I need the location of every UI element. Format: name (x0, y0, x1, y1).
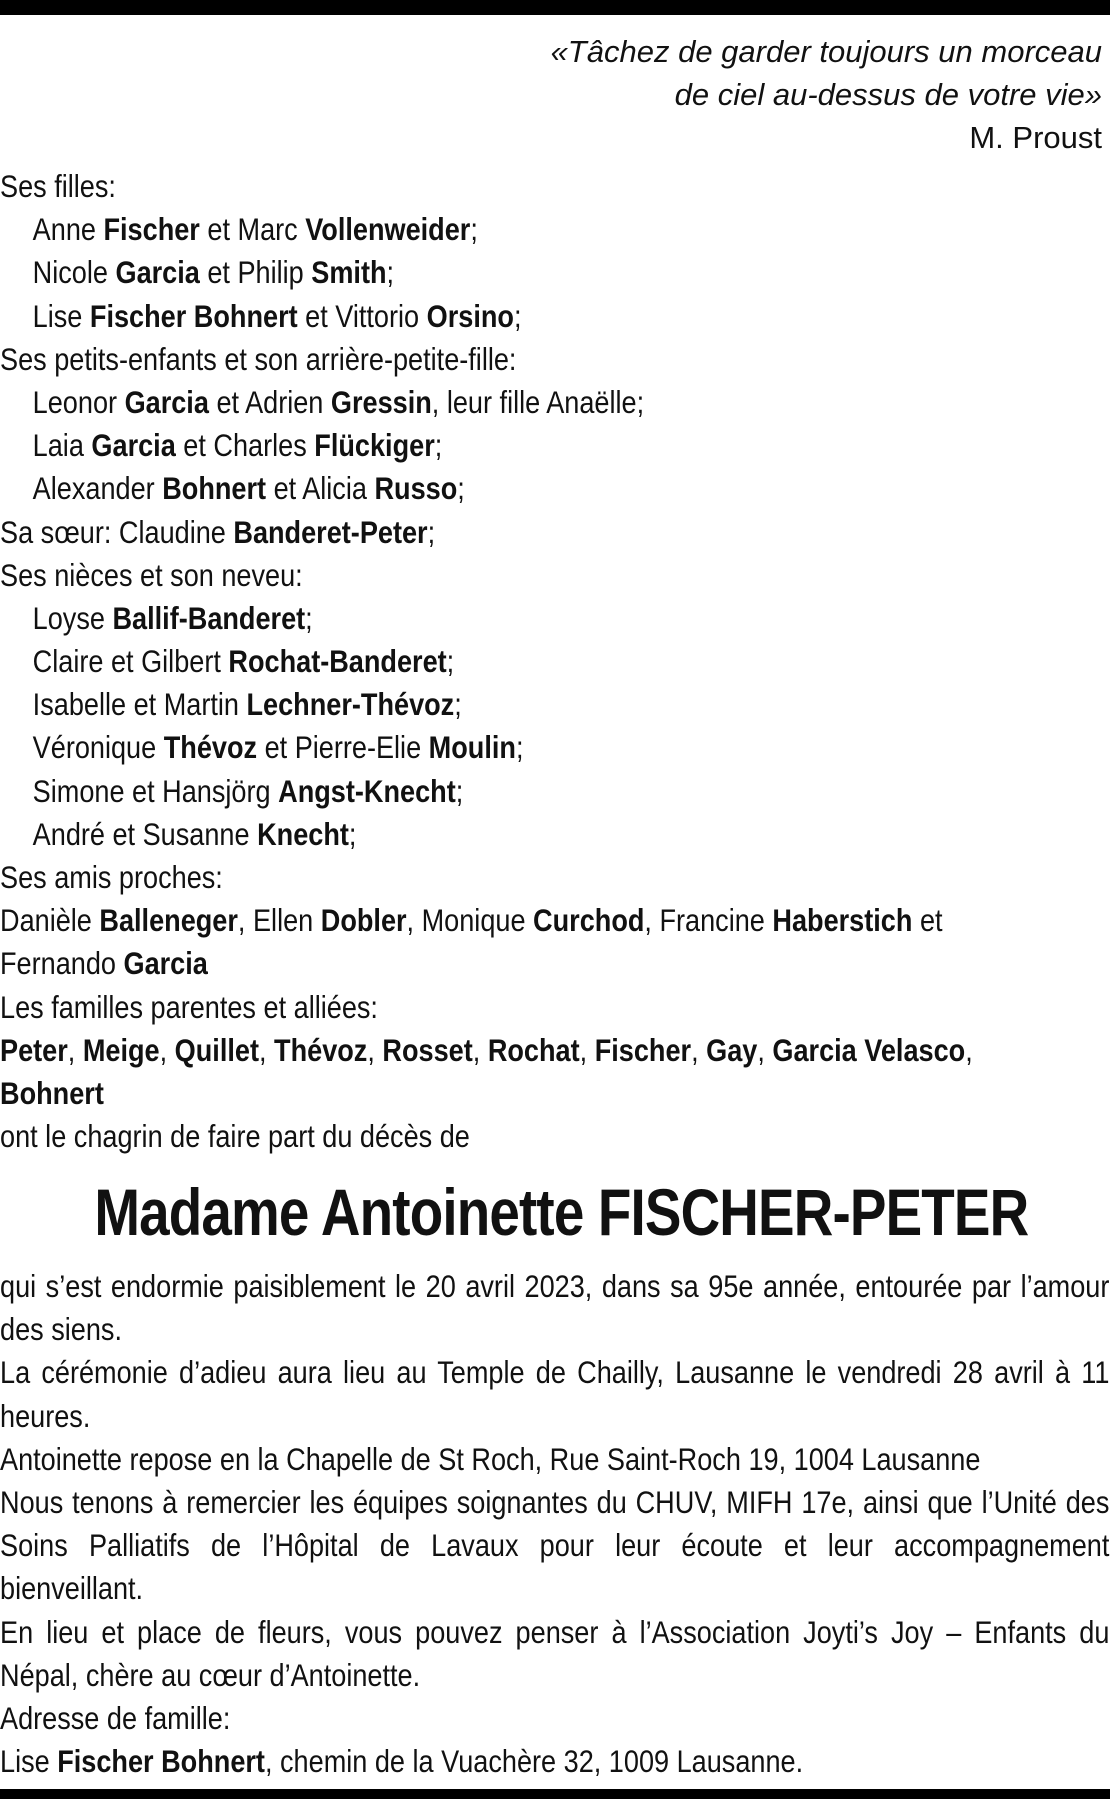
text-span: ; (427, 513, 436, 550)
text-span: qui s’est endormie paisiblement le 20 avril 2023, dans sa 95e année, entourée par l’amour des siens. (0, 1268, 1110, 1348)
epigraph-line-1: «Tâchez de garder toujours un morceau (550, 34, 1102, 69)
text-span: , (258, 1031, 275, 1068)
name-bold: Knecht (257, 815, 349, 852)
text-span: Ses amis proches: (0, 859, 223, 895)
name-bold: Rochat-Banderet (228, 643, 447, 680)
text-span: , Monique (406, 902, 534, 939)
name-bold: Curchod (533, 902, 645, 939)
family-line (0, 554, 955, 597)
text-span: , leur fille Anaëlle; (431, 383, 645, 420)
name-bold: Garcia (124, 383, 209, 420)
name-bold: Russo (374, 470, 458, 507)
text-span: Ses filles: (0, 168, 116, 204)
name-bold: Smith (311, 254, 387, 291)
text-span: , (757, 1031, 773, 1068)
text-span: Les familles parentes et alliées: (0, 988, 378, 1025)
family-line (0, 1072, 955, 1115)
text-span: , (691, 1031, 707, 1068)
text-span: ont le chagrin de faire part du décès de (0, 1118, 470, 1155)
name-bold: Haberstich (772, 902, 913, 939)
family-line (0, 1029, 973, 1072)
text-span: , (472, 1031, 488, 1068)
text-span: , (579, 1031, 595, 1068)
name-bold: Moulin (428, 729, 516, 766)
name-bold: Garcia (91, 427, 176, 464)
text-span: ; (348, 815, 357, 852)
text-span: Véronique (32, 729, 164, 766)
name-bold: Dobler (320, 902, 407, 939)
family-line (0, 597, 955, 640)
family-line (0, 1115, 955, 1158)
text-span: Ses petits-enfants et son arrière-petite-fille: (0, 340, 517, 377)
text-span: Adresse de famille: (0, 1700, 231, 1737)
text-span: La cérémonie d’adieu aura lieu au Temple de Chailly, Lausanne le vendredi 28 avril à 11 heures. (0, 1354, 1110, 1434)
family-line (0, 295, 955, 338)
name-bold: Bohnert (0, 1074, 104, 1111)
text-span: Nicole (32, 254, 116, 291)
body-paragraph (0, 1351, 1109, 1437)
family-line (0, 986, 955, 1029)
text-span: , (965, 1031, 973, 1068)
name-bold: Meige (82, 1031, 160, 1068)
text-span: Simone et Hansjörg (32, 772, 279, 809)
text-span: ; (305, 599, 313, 636)
family-line (0, 770, 955, 813)
family-line (0, 251, 955, 294)
name-bold: Peter (0, 1031, 68, 1068)
deceased-name-heading: Madame Antoinette FISCHER-PETER (94, 1175, 1029, 1249)
name-bold: Flückiger (314, 427, 435, 464)
text-span: Ses nièces et son neveu: (0, 556, 303, 593)
family-list (0, 165, 973, 1158)
text-span: et Philip (199, 254, 312, 291)
name-bold: Thévoz (163, 729, 258, 766)
text-span: ; (386, 254, 395, 291)
text-span: , Francine (644, 902, 773, 939)
name-bold: Balleneger (99, 902, 238, 939)
text-span: En lieu et place de fleurs, vous pouvez penser à l’Association Joyti’s Joy – Enfants du Népal, chère au cœur d’Antoinette. (0, 1613, 1110, 1693)
family-line (0, 511, 955, 554)
family-line (0, 899, 955, 942)
text-span: ; (446, 643, 455, 680)
family-line (0, 338, 955, 381)
body-paragraph (0, 1611, 1109, 1697)
family-line (0, 683, 955, 726)
name-bold: Lechner-Thévoz (246, 686, 455, 723)
text-span: Fernando (0, 945, 124, 982)
text-span: et Charles (175, 427, 315, 464)
family-line (0, 813, 955, 856)
text-span: Anne (32, 211, 104, 248)
family-line (0, 467, 955, 510)
text-span: Sa sœur: Claudine (0, 513, 234, 550)
text-span: ; (434, 427, 443, 464)
text-span: , (159, 1031, 175, 1068)
text-span: Isabelle et Martin (32, 686, 247, 723)
epigraph-line-2: de ciel au-dessus de votre vie» (674, 77, 1102, 112)
text-span: Nous tenons à remercier les équipes soignantes du CHUV, MIFH 17e, ainsi que l’Unité des Soins Palliatifs de l’Hôpital de Lavaux pour leur écoute et leur accompagnement bienveillant. (0, 1484, 1110, 1607)
name-bold: Fischer (594, 1031, 692, 1068)
text-span: , Ellen (237, 902, 321, 939)
name-bold: Angst-Knecht (278, 772, 456, 809)
text-span: et Vittorio (297, 297, 427, 334)
family-line (0, 640, 955, 683)
text-span: ; (454, 686, 462, 723)
family-line (0, 381, 955, 424)
top-rule (0, 0, 1110, 15)
name-bold: Garcia (123, 945, 208, 982)
text-span: Antoinette repose en la Chapelle de St Roch, Rue Saint-Roch 19, 1004 Lausanne (0, 1440, 981, 1477)
text-span: et Alicia (266, 470, 375, 507)
name-bold: Quillet (174, 1031, 259, 1068)
text-span: Lise (0, 1743, 58, 1780)
body-paragraph (0, 1265, 1109, 1351)
text-span: ; (470, 211, 478, 248)
family-line (0, 726, 955, 769)
text-span: et Marc (199, 211, 306, 248)
name-bold: Garcia Velasco (772, 1031, 966, 1068)
text-span: , (67, 1031, 83, 1068)
name-bold: Gressin (330, 383, 432, 420)
bottom-rule (0, 1789, 1110, 1799)
text-span: Laia (32, 427, 92, 464)
text-span: Claire et Gilbert (32, 643, 229, 680)
family-line (0, 165, 955, 208)
text-span: Loyse (32, 599, 113, 636)
body-paragraph (0, 1438, 1109, 1481)
text-span: Alexander (32, 470, 163, 507)
name-bold: Ballif-Banderet (112, 599, 306, 636)
text-span: ; (455, 772, 464, 809)
text-span: et Adrien (208, 383, 331, 420)
text-span: et (912, 902, 943, 939)
epigraph-author: M. Proust (969, 120, 1102, 155)
family-line (0, 424, 955, 467)
family-line (0, 208, 955, 251)
family-line (0, 856, 955, 899)
announcement-body (0, 1265, 1109, 1783)
name-bold: Fischer Bohnert (89, 297, 298, 334)
text-span: Danièle (0, 902, 100, 939)
name-bold: Bohnert (162, 470, 267, 507)
name-bold: Fischer Bohnert (57, 1743, 265, 1780)
text-span: et Pierre-Elie (257, 729, 429, 766)
name-bold: Vollenweider (305, 211, 471, 248)
text-span: Leonor (32, 383, 125, 420)
text-span: ; (513, 297, 522, 334)
text-span: , (367, 1031, 383, 1068)
epigraph (551, 30, 1102, 159)
body-paragraph (0, 1697, 1109, 1740)
family-line (0, 942, 955, 985)
name-bold: Rosset (382, 1031, 473, 1068)
text-span: André et Susanne (32, 815, 258, 852)
text-span: ; (457, 470, 465, 507)
name-bold: Gay (706, 1031, 758, 1068)
body-paragraph (0, 1740, 1109, 1783)
text-span: , chemin de la Vuachère 32, 1009 Lausanne. (264, 1743, 804, 1780)
name-bold: Rochat (487, 1031, 580, 1068)
name-bold: Fischer (103, 211, 200, 248)
text-span: ; (515, 729, 524, 766)
name-bold: Orsino (426, 297, 514, 334)
text-span: Lise (32, 297, 90, 334)
name-bold: Garcia (115, 254, 200, 291)
name-bold: Banderet-Peter (233, 513, 428, 550)
name-bold: Thévoz (274, 1031, 368, 1068)
body-paragraph (0, 1481, 1109, 1611)
